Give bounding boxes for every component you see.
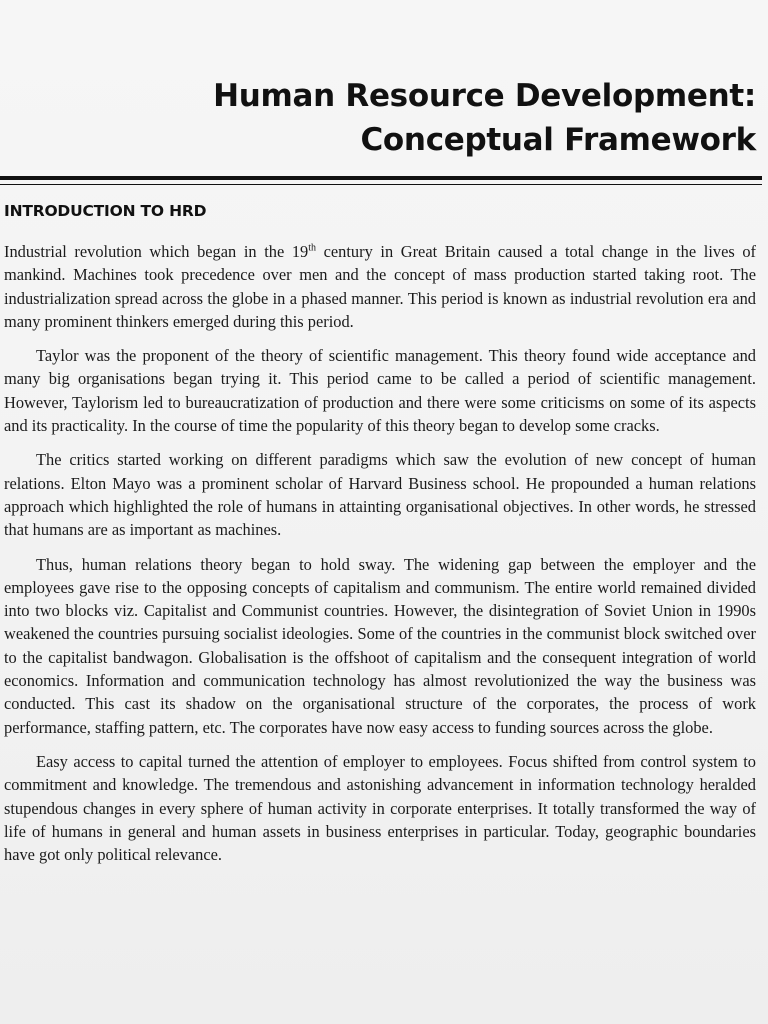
paragraph-1-start: Industrial revolution which began in the 19 — [4, 242, 309, 261]
ordinal-suffix: th — [308, 242, 317, 254]
paragraph-5: Easy access to capital turned the attention of employer to employees. Focus shifted from control system to commitment and knowledge. The tremendous and astonishing advancement in information technology heralded stupendous changes in every sphere of human activity in corporate enterprises. It totally transformed the way of life of humans in general and human assets in business enterprises in particular. Today, geographic boundaries have got only political relevance. — [4, 751, 756, 865]
paragraph-4: Thus, human relations theory began to hold sway. The widening gap between the employer and the employees gave rise to the opposing concepts of capitalism and communism. The entire world remained divided into two blocks viz. Capitalist and Communist countries. However, the disintegration of Soviet Union in 1990s weakened the countries pursuing socialist ideologies. Some of the countries in the communist block switched over to the capitalist bandwagon. Globalisation is the offshoot of capitalism and the consequent integration of world economics. Information and communication technology has almost revolutionized the way the business was conducted. This cast its shadow on the organisational structure of the corporates, the process of work performance, staffing pattern, etc. The corporates have now easy access to funding sources across the globe. — [4, 554, 756, 737]
chapter-title-line-1: Human Resource Development: — [213, 78, 756, 114]
paragraph-1 — [4, 240, 756, 333]
paragraph-3: The critics started working on different paradigms which saw the evolution of new concept of human relations. Elton Mayo was a prominent scholar of Harvard Business school. He propounded a human relations approach which highlighted the role of humans in attainting organisational objectives. In other words, he stressed that humans are as important as machines. — [4, 450, 756, 540]
title-rule-thin — [0, 184, 762, 185]
body-text — [4, 240, 756, 877]
section-heading: INTRODUCTION TO HRD — [4, 202, 207, 220]
paragraph-1-rest: century in Great Britain caused a total change in the lives of mankind. Machines took precedence over men and the concept of mass production started taking root. The industrialization spread across the globe in a phased manner. This period is known as industrial revolution era and many prominent thinkers emerged during this period. — [4, 242, 756, 331]
chapter-title-line-2: Conceptual Framework — [360, 122, 756, 158]
chapter-title — [116, 74, 756, 162]
title-rule-thick — [0, 176, 762, 180]
paragraph-2: Taylor was the proponent of the theory of scientific management. This theory found wide acceptance and many big organisations began trying it. This period came to be called a period of scientific management. However, Taylorism led to bureaucratization of production and there were some criticisms on some of its aspects and its practicality. In the course of time the popularity of this theory began to develop some cracks. — [4, 346, 756, 436]
